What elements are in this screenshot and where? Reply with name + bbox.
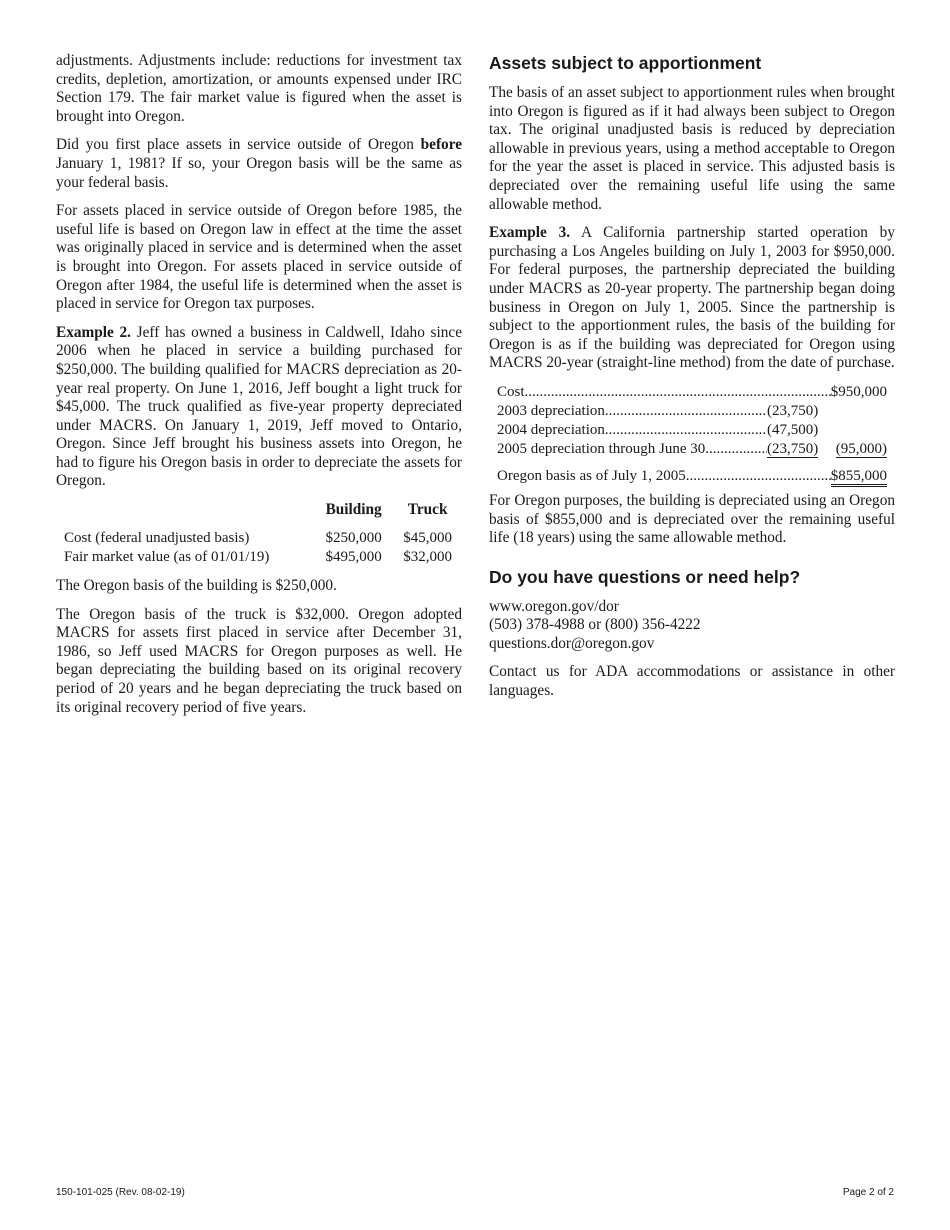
row-truck-value: $45,000 [403,530,453,547]
paragraph-ada: Contact us for ADA accommodations or assistance in other languages. [489,663,895,700]
paragraph-useful-life: For assets placed in service outside of Oregon before 1985, the useful life is based on Oregon law in effect at the time the asset was originally placed in service and is determined when the asset is brought into Oregon. For assets placed in service outside of Oregon after 1984, the useful life is determined when the asset is placed in service for Oregon tax purposes. [56,202,462,313]
example-3-ledger [497,383,887,486]
right-column [489,52,895,711]
ledger-total-blank [819,402,887,421]
leader-dots [605,402,767,421]
paragraph-example-3 [489,224,895,373]
heading-apportionment: Assets subject to apportionment [489,53,762,73]
row-label: Cost (federal unadjusted basis) [64,530,250,547]
example-2-text: Jeff has owned a business in Caldwell, Idaho since 2006 when he placed in service a building purchased for $250,000. The building qualified for MACRS depreciation as 20-year real property. On June 1, 2016, Jeff bought a light truck for $45,000. The truck qualified as five-year property depreciated under MACRS. On January 1, 2019, Jeff moved to Ontario, Oregon. Since Jeff brought his business assets into Oregon, he had to figure his Oregon basis in order to depreciate the assets for Oregon. [56,323,462,490]
ledger-row-2004 [497,421,887,440]
row-building-value: $250,000 [325,530,382,547]
example-3-text: A California partnership started operation by purchasing a Los Angeles building on July 1, 2003 for $950,000. For federal purposes, the partnership depreciated the building under MACRS as 20-year property. The partnership began doing business in Oregon on July 1, 2005. Since the partnership is subject to the apportionment rules, the basis of the building for Oregon is as if the building was depreciated for Oregon using MACRS 20-year (straight-line method) from the date of purchase. [489,224,895,372]
footer-form-id: 150-101-025 (Rev. 08-02-19) [56,1187,185,1198]
ledger-row-2005 [497,440,887,459]
ledger-label: Cost [497,383,525,400]
ledger-value: (47,500) [767,421,819,438]
paragraph-adjustments: adjustments. Adjustments include: reductions for investment tax credits, depletion, amortization, or amounts expensed under IRC Section 179. The fair market value is figured when the asset is brought into Oregon. [56,52,462,125]
para2-bold: before [420,136,462,154]
ledger-value: (23,750) [767,402,819,419]
leader-dots [605,421,767,440]
ledger-row-basis [497,467,887,486]
table-header-building: Building [325,501,382,519]
ledger-value: $855,000 [831,468,887,487]
table-header-blank [64,501,314,529]
paragraph-apportionment: The basis of an asset subject to apportionment rules when brought into Oregon is figured as if it had always been subject to Oregon tax. The original unadjusted basis is reduced by depreciation allowable in previous years, using a method acceptable to Oregon for the year the asset is placed in service. This adjusted basis is depreciated over the remaining useful life using the same allowable method. [489,84,895,213]
ledger-row-cost [497,383,887,402]
para2-before: Did you first place assets in service outside of Oregon [56,136,421,154]
example-2-label: Example 2. [56,323,131,341]
contact-block [489,598,895,654]
paragraph-example-2 [56,324,462,491]
ledger-label: 2005 depreciation through June 30 [497,440,706,457]
table-row [64,548,462,567]
para2-after: January 1, 1981? If so, your Oregon basis will be the same as your federal basis. [56,154,462,191]
example-2-table [64,501,462,567]
paragraph-oregon-purposes: For Oregon purposes, the building is depreciated using an Oregon basis of $855,000 and is depreciated over the remaining useful life (18 years) using the same allowable method. [489,491,895,547]
ledger-total-blank [819,421,887,440]
heading-questions: Do you have questions or need help? [489,566,801,587]
ledger-value: $950,000 [830,383,887,400]
contact-website[interactable]: www.oregon.gov/dor [489,597,619,615]
leader-dots [686,467,831,486]
leader-dots [525,383,831,402]
example-3-label: Example 3. [489,224,571,242]
paragraph-truck-basis: The Oregon basis of the truck is $32,000. Oregon adopted MACRS for assets first placed in service after December 31, 1986, so Jeff used MACRS for Oregon purposes as well. He began depreciating the building based on its original recovery period of 20 years and he began depreciating the truck based on its original recovery period of five years. [56,605,462,716]
paragraph-building-basis: The Oregon basis of the building is $250,000. [56,577,337,595]
ledger-label: 2004 depreciation [497,421,605,438]
ledger-label: 2003 depreciation [497,402,605,419]
contact-email[interactable]: questions.dor@oregon.gov [489,634,655,652]
row-truck-value: $32,000 [403,549,453,566]
row-label: Fair market value (as of 01/01/19) [64,549,270,566]
ledger-value: (23,750) [767,440,819,457]
left-column [56,52,462,727]
table-row [64,529,462,548]
ledger-row-2003 [497,402,887,421]
ledger-label: Oregon basis as of July 1, 2005 [497,467,686,484]
table-header-row [64,501,462,529]
table-header-truck: Truck [407,501,448,519]
leader-dots [705,440,767,459]
ledger-gap [497,459,887,467]
contact-phone: (503) 378-4988 or (800) 356-4222 [489,616,701,634]
footer-page-number: Page 2 of 2 [842,1187,894,1198]
paragraph-before-1981 [56,136,462,192]
ledger-depreciation-total: (95,000) [835,440,887,457]
row-building-value: $495,000 [325,549,382,566]
